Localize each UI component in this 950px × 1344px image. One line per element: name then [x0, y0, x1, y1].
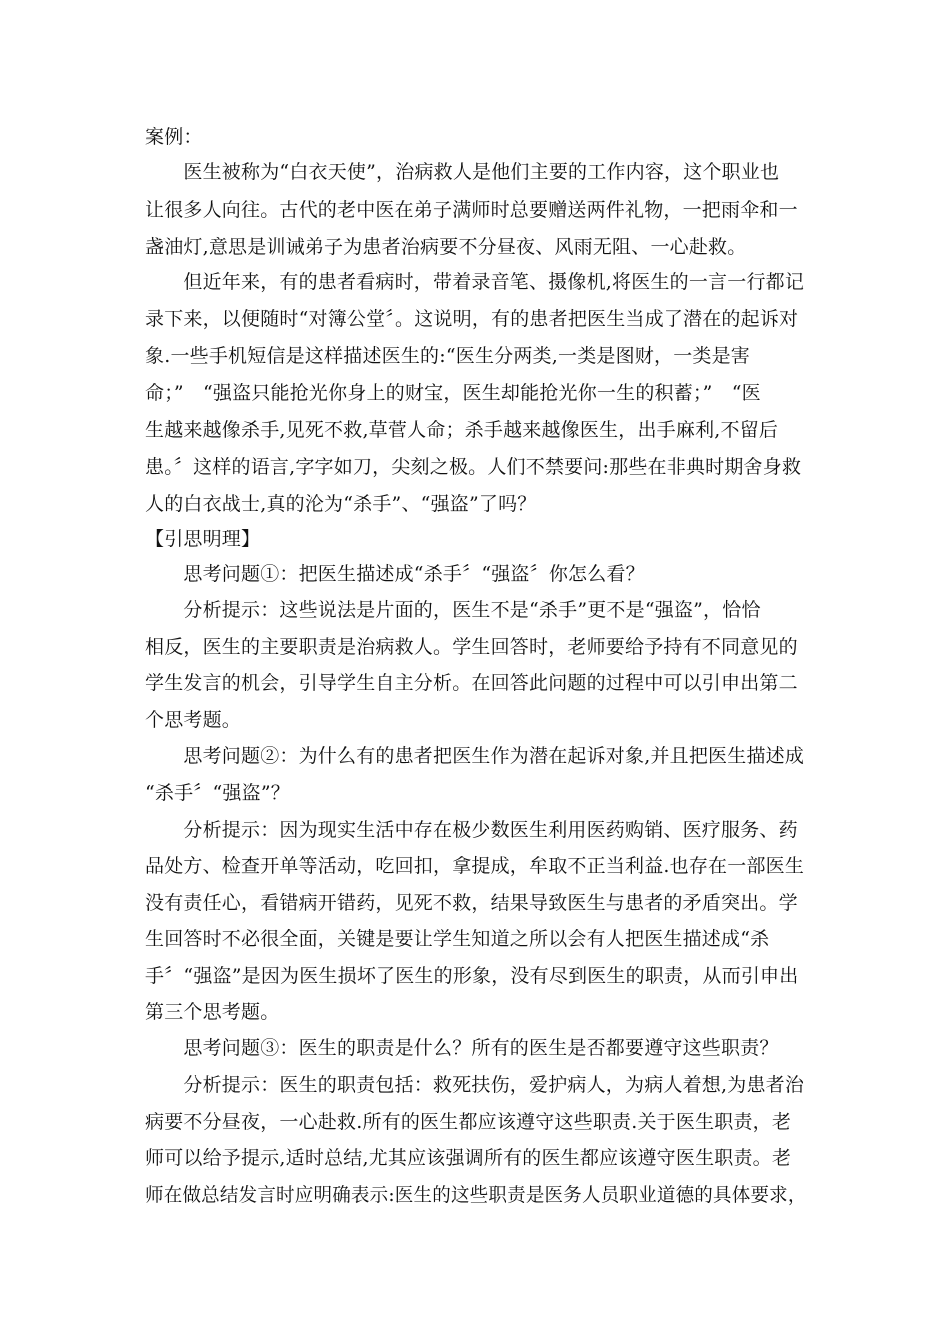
hint-2-line: 第三个思考题。 — [145, 1001, 280, 1023]
hint-2-line: 手〞“强盗”是因为医生损坏了医生的形象，没有尽到医生的职责，从而引申出 — [145, 965, 799, 987]
case-paragraph-1-line: 医生被称为“白衣天使”，治病救人是他们主要的工作内容，这个职业也 — [145, 161, 780, 183]
section-heading: 【引思明理】 — [145, 528, 261, 550]
case-paragraph-2-line: 患。〞这样的语言,字字如刀，尖刻之极。人们不禁要问:那些在非典时期舍身救 — [145, 456, 802, 478]
case-paragraph-2-line: 但近年来，有的患者看病时，带着录音笔、摄像机,将医生的一言一行都记 — [145, 271, 805, 293]
hint-3-line: 分析提示：医生的职责包括：救死扶伤，爱护病人，为病人着想,为患者治 — [145, 1074, 805, 1096]
hint-2-line: 没有责任心，看错病开错药，见死不救，结果导致医生与患者的矛盾突出。学 — [145, 892, 798, 914]
case-paragraph-1-line: 盏油灯,意思是训诫弟子为患者治病要不分昼夜、风雨无阻、一心赴救。 — [145, 236, 747, 258]
hint-1-line: 个思考题。 — [145, 709, 242, 731]
hint-3-line: 师可以给予提示,适时总结,尤其应该强调所有的医生都应该遵守医生职责。老 — [145, 1147, 792, 1169]
heading-case: 案例： — [145, 126, 203, 148]
case-paragraph-1-line: 让很多人向往。古代的老中医在弟子满师时总要赠送两件礼物，一把雨伞和一 — [145, 199, 798, 221]
hint-3-line: 病要不分昼夜，一心赴救.所有的医生都应该遵守这些职责.关于医生职责，老 — [145, 1111, 792, 1133]
question-2-line: “杀手〞“强盗”？ — [145, 782, 290, 804]
hint-2-line: 品处方、检查开单等活动，吃回扣，拿提成，牟取不正当利益.也存在一部医生 — [145, 855, 805, 877]
hint-1-line: 相反，医生的主要职责是治病救人。学生回答时，老师要给予持有不同意见的 — [145, 636, 798, 658]
case-paragraph-2-line: 人的白衣战士,真的沦为“杀手”、“强盗”了吗？ — [145, 493, 537, 515]
hint-2-line: 生回答时不必很全面，关键是要让学生知道之所以会有人把医生描述成“杀 — [145, 928, 770, 950]
hint-1-line: 分析提示：这些说法是片面的，医生不是“杀手”更不是“强盗”，恰恰 — [145, 599, 761, 621]
case-paragraph-2-line: 生越来越像杀手,见死不救,草菅人命；杀手越来越像医生，出手麻利,不留后 — [145, 419, 779, 441]
hint-3-line: 师在做总结发言时应明确表示:医生的这些职责是医务人员职业道德的具体要求， — [145, 1184, 807, 1206]
question-1: 思考问题①：把医生描述成“杀手〞“强盗〞你怎么看？ — [145, 563, 645, 585]
case-paragraph-2-line: 命；” “强盗只能抢光你身上的财宝，医生却能抢光你一生的积蓄；” “医 — [145, 382, 761, 404]
question-2-line: 思考问题②：为什么有的患者把医生作为潜在起诉对象,并且把医生描述成 — [145, 745, 805, 767]
case-paragraph-2-line: 象.一些手机短信是这样描述医生的:“医生分两类,一类是图财，一类是害 — [145, 345, 750, 367]
hint-2-line: 分析提示：因为现实生活中存在极少数医生利用医药购销、医疗服务、药 — [145, 819, 798, 841]
question-3: 思考问题③：医生的职责是什么？所有的医生是否都要遵守这些职责？ — [145, 1037, 779, 1059]
hint-1-line: 学生发言的机会，引导学生自主分析。在回答此问题的过程中可以引申出第二 — [145, 672, 798, 694]
case-paragraph-2-line: 录下来，以便随时“对簿公堂〞。这说明，有的患者把医生当成了潜在的起诉对 — [145, 308, 799, 330]
